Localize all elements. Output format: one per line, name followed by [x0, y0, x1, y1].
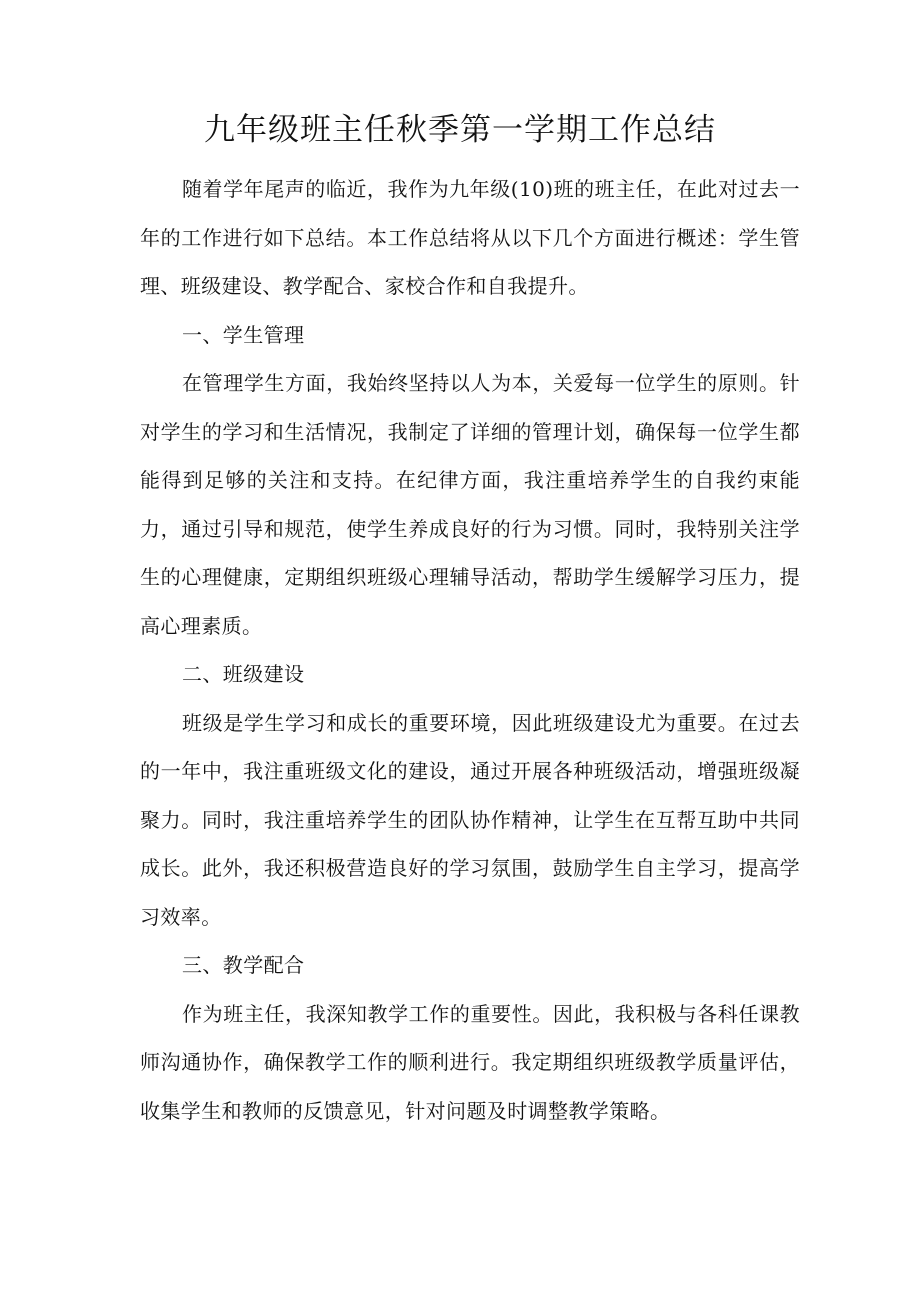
- intro-paragraph: 随着学年尾声的临近，我作为九年级(10)班的班主任，在此对过去一年的工作进行如下总结。本工作总结将从以下几个方面进行概述：学生管理、班级建设、教学配合、家校合作和自我提升。: [140, 177, 800, 298]
- section-heading-teaching-cooperation: 三、教学配合: [182, 953, 305, 977]
- section-paragraph-student-management: 在管理学生方面，我始终坚持以人为本，关爱每一位学生的原则。针对学生的学习和生活情况，我制定了详细的管理计划，确保每一位学生都能得到足够的关注和支持。在纪律方面，我注重培养学生的自我约束能力，通过引导和规范，使学生养成良好的行为习惯。同时，我特别关注学生的心理健康，定期组织班级心理辅导活动，帮助学生缓解学习压力，提高心理素质。: [140, 371, 800, 638]
- section-paragraph-teaching-cooperation: 作为班主任，我深知教学工作的重要性。因此，我积极与各科任课教师沟通协作，确保教学工作的顺利进行。我定期组织班级教学质量评估，收集学生和教师的反馈意见，针对问题及时调整教学策略。: [140, 1001, 800, 1123]
- section-heading-class-building: 二、班级建设: [182, 662, 305, 686]
- document-title: 九年级班主任秋季第一学期工作总结: [204, 112, 716, 148]
- document-body: [140, 165, 800, 1135]
- section-paragraph-class-building: 班级是学生学习和成长的重要环境，因此班级建设尤为重要。在过去的一年中，我注重班级文化的建设，通过开展各种班级活动，增强班级凝聚力。同时，我注重培养学生的团队协作精神，让学生在互帮互助中共同成长。此外，我还积极营造良好的学习氛围，鼓励学生自主学习，提高学习效率。: [140, 710, 800, 929]
- section-heading-student-management: 一、学生管理: [182, 322, 305, 347]
